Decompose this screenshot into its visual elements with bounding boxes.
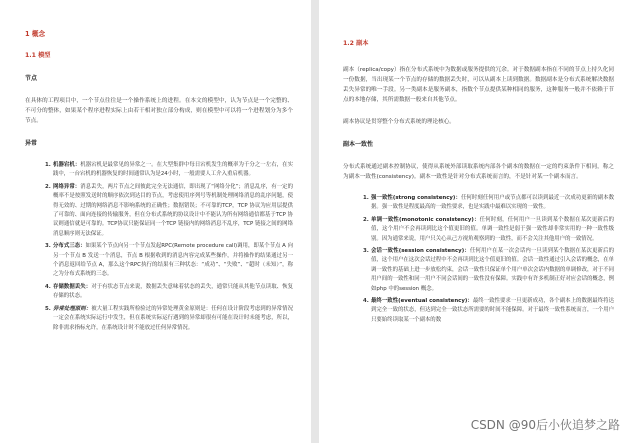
document-page-right: [319, 0, 630, 443]
list-number: 4.: [363, 298, 369, 305]
subheading-exception: 异常: [25, 140, 38, 147]
list-term: 异常处理原则：: [53, 305, 92, 312]
list-item: [363, 297, 614, 325]
list-number: 3.: [45, 243, 51, 250]
list-text: 被大量工程实践所检验过的异常处理黄金原则是：任何在设计阶段考虑到的异常情况一定会在系统实际运行中发生，但在系统实际运行遇到的异常却很有可能在设计时未能考虑，所以，除非需求指标允许，在系统设计时不能放过任何异常情况。: [53, 305, 293, 331]
list-item: [45, 161, 293, 180]
list-term: 机器宕机：: [53, 162, 81, 168]
list-item: [45, 283, 293, 302]
list-item: [363, 194, 614, 213]
list-text: 对于有状态节点来说，数据丢失意味着状态的丢失，通常只能从其他节点读取、恢复存储的状态。: [53, 283, 293, 300]
list-item: [45, 305, 293, 333]
list-number: 1.: [45, 162, 51, 168]
list-text: 最终一致性要求一旦更新成功，各个副本上的数据最终将达到完全一致的状态，但达到完全一致状态所需要的时间不能保障。对于最终一致性系统而言，一个用户只要始终读取某一个副本的数: [371, 298, 614, 323]
watermark: CSDN @90后小伙追梦之路: [470, 418, 620, 432]
subheading-node: 节点: [25, 75, 38, 82]
list-term: 存储数据丢失：: [53, 283, 92, 290]
list-term: 会话一致性(session consistency)：: [371, 248, 470, 255]
list-text: 机器宕机是最常见的异常之一。在大型集群中每日宕机发生的概率为千分之一左右，在实践中，一台宕机的机器恢复的时间通常认为是24小时，一般需要人工介入重启机器。: [53, 162, 293, 178]
list-term: 单调一致性(monotonic consistency)：: [371, 216, 480, 223]
section-heading-replica: 1.2 副本: [343, 40, 369, 47]
list-number: 4.: [45, 283, 51, 290]
list-text: 消息丢失，两片节点之间彼此完全无法通信，即出现了“网络分化”；消息乱序，有一定的概率不是按照发送时的顺序依次到达目的节点，考虑使用序列号等机制处理网络消息的乱序问题，使得无效的、过期的网络消息不影响系统的正确性；数据错误；不可靠的TCP，TCP 协议为应用层提供了可靠的、面向连接的传输服务，但在分布式系统的协议设计中不能认为所有网络通信都基于TCP 协议则通信就是可靠的。TCP协议只能保证同一个TCP 链接内的网络消息不乱序，TCP 链接之间的网络消息顺序则无法保证。: [53, 183, 293, 237]
list-term: 最终一致性(eventual consistency)：: [371, 298, 473, 305]
list-item: [45, 183, 293, 239]
list-number: 2.: [45, 183, 51, 190]
paragraph-node: 在具体的工程项目中，一个节点往往是一个操作系统上的进程。在本文的模型中，认为节点是一个完整的、不可分的整体，如果某个程序进程实际上由若干相对独立部分构成，则在模型中可以将一个进程划分为多个节点。: [25, 98, 293, 124]
document-page-left: [0, 0, 311, 443]
paragraph-consistency: 分布式系统通过副本控制协议，使得从系统外部读取系统内部各个副本的数据在一定的约束条件下相同，称之为副本一致性(consistency)。副本一致性是针对分布式系统而言的，不是针对某一个副本而言。: [343, 164, 614, 180]
exception-list: [45, 161, 293, 333]
paragraph-replica-definition: 副本（replica/copy）指在分布式系统中为数据或服务提供的冗余。对于数据副本指在不同的节点上持久化同一份数据，当出现某一个节点的存储的数据丢失时，可以从副本上读到数据。数据副本是分布式系统解决数据丢失异常的唯一手段。另一类副本是服务副本，指数个节点提供某种相同的服务，这种服务一般并不依赖于节点的本地存储，其所需数据一般来自其他节点。: [343, 67, 614, 103]
list-number: 2.: [363, 216, 369, 223]
paragraph-replica-protocol: 副本协议是贯穿整个分布式系统的理论核心。: [343, 119, 455, 125]
list-item: [363, 247, 614, 294]
list-number: 1.: [363, 195, 369, 201]
list-item: [363, 216, 614, 244]
list-number: 5.: [45, 305, 51, 312]
list-text: 任何用户在某一次会话内一旦读到某个数据在某次更新后的值，这个用户在这次会话过程中不会再读到比这个值更旧的值。会话一致性通过引入会话的概念，在单调一致性的基础上进一步放松约束，会话一致性只保证单个用户单次会话内数据的单调修改，对于不同用户间的一致性和同一用户不同会话间的一致性没有保障。实践中有许多机制正好对应会话的概念，例如php 中的session 概念。: [371, 248, 614, 292]
list-item: [45, 242, 293, 280]
subheading-consistency: 副本一致性: [343, 141, 374, 148]
page-gutter: [311, 0, 319, 443]
chapter-heading: 1 概念: [25, 30, 46, 38]
consistency-list: [363, 194, 614, 325]
list-term: 网络异常：: [53, 183, 81, 190]
list-term: 强一致性(strong consistency)：: [371, 195, 461, 201]
section-heading-model: 1.1 模型: [25, 52, 51, 59]
list-text: 任何时刻，任何用户一旦读到某个数据在某次更新后的值，这个用户不会再读到比这个值更旧的值。单调一致性是弱于强一致性却非常实用的一种一致性级别。因为通常来说，用户只关心从己方视角观察到的一致性，而不会关注其他用户的一致情况。: [371, 216, 614, 242]
list-number: 3.: [363, 248, 369, 255]
list-text: 如果某个节点向另一个节点发起RPC(Remote procedure call)调用，即某个节点 A 向另一个节点 B 发送一个消息，节点 B 根据收到的消息内容完成某些操作，并将操作的结果通过另一个消息返回给节点 A，那么这个RPC执行的结果有三种状态：“成功”、“失败”、“超时（未知）”，称之为分布式系统的三态。: [53, 243, 293, 278]
list-term: 分布式三态：: [53, 243, 86, 250]
list-text: 任何时刻任何用户或节点都可以读到最近一次成功更新的副本数据。强一致性是程度最高的一致性要求，也是实践中最难以实现的一致性。: [371, 195, 614, 211]
